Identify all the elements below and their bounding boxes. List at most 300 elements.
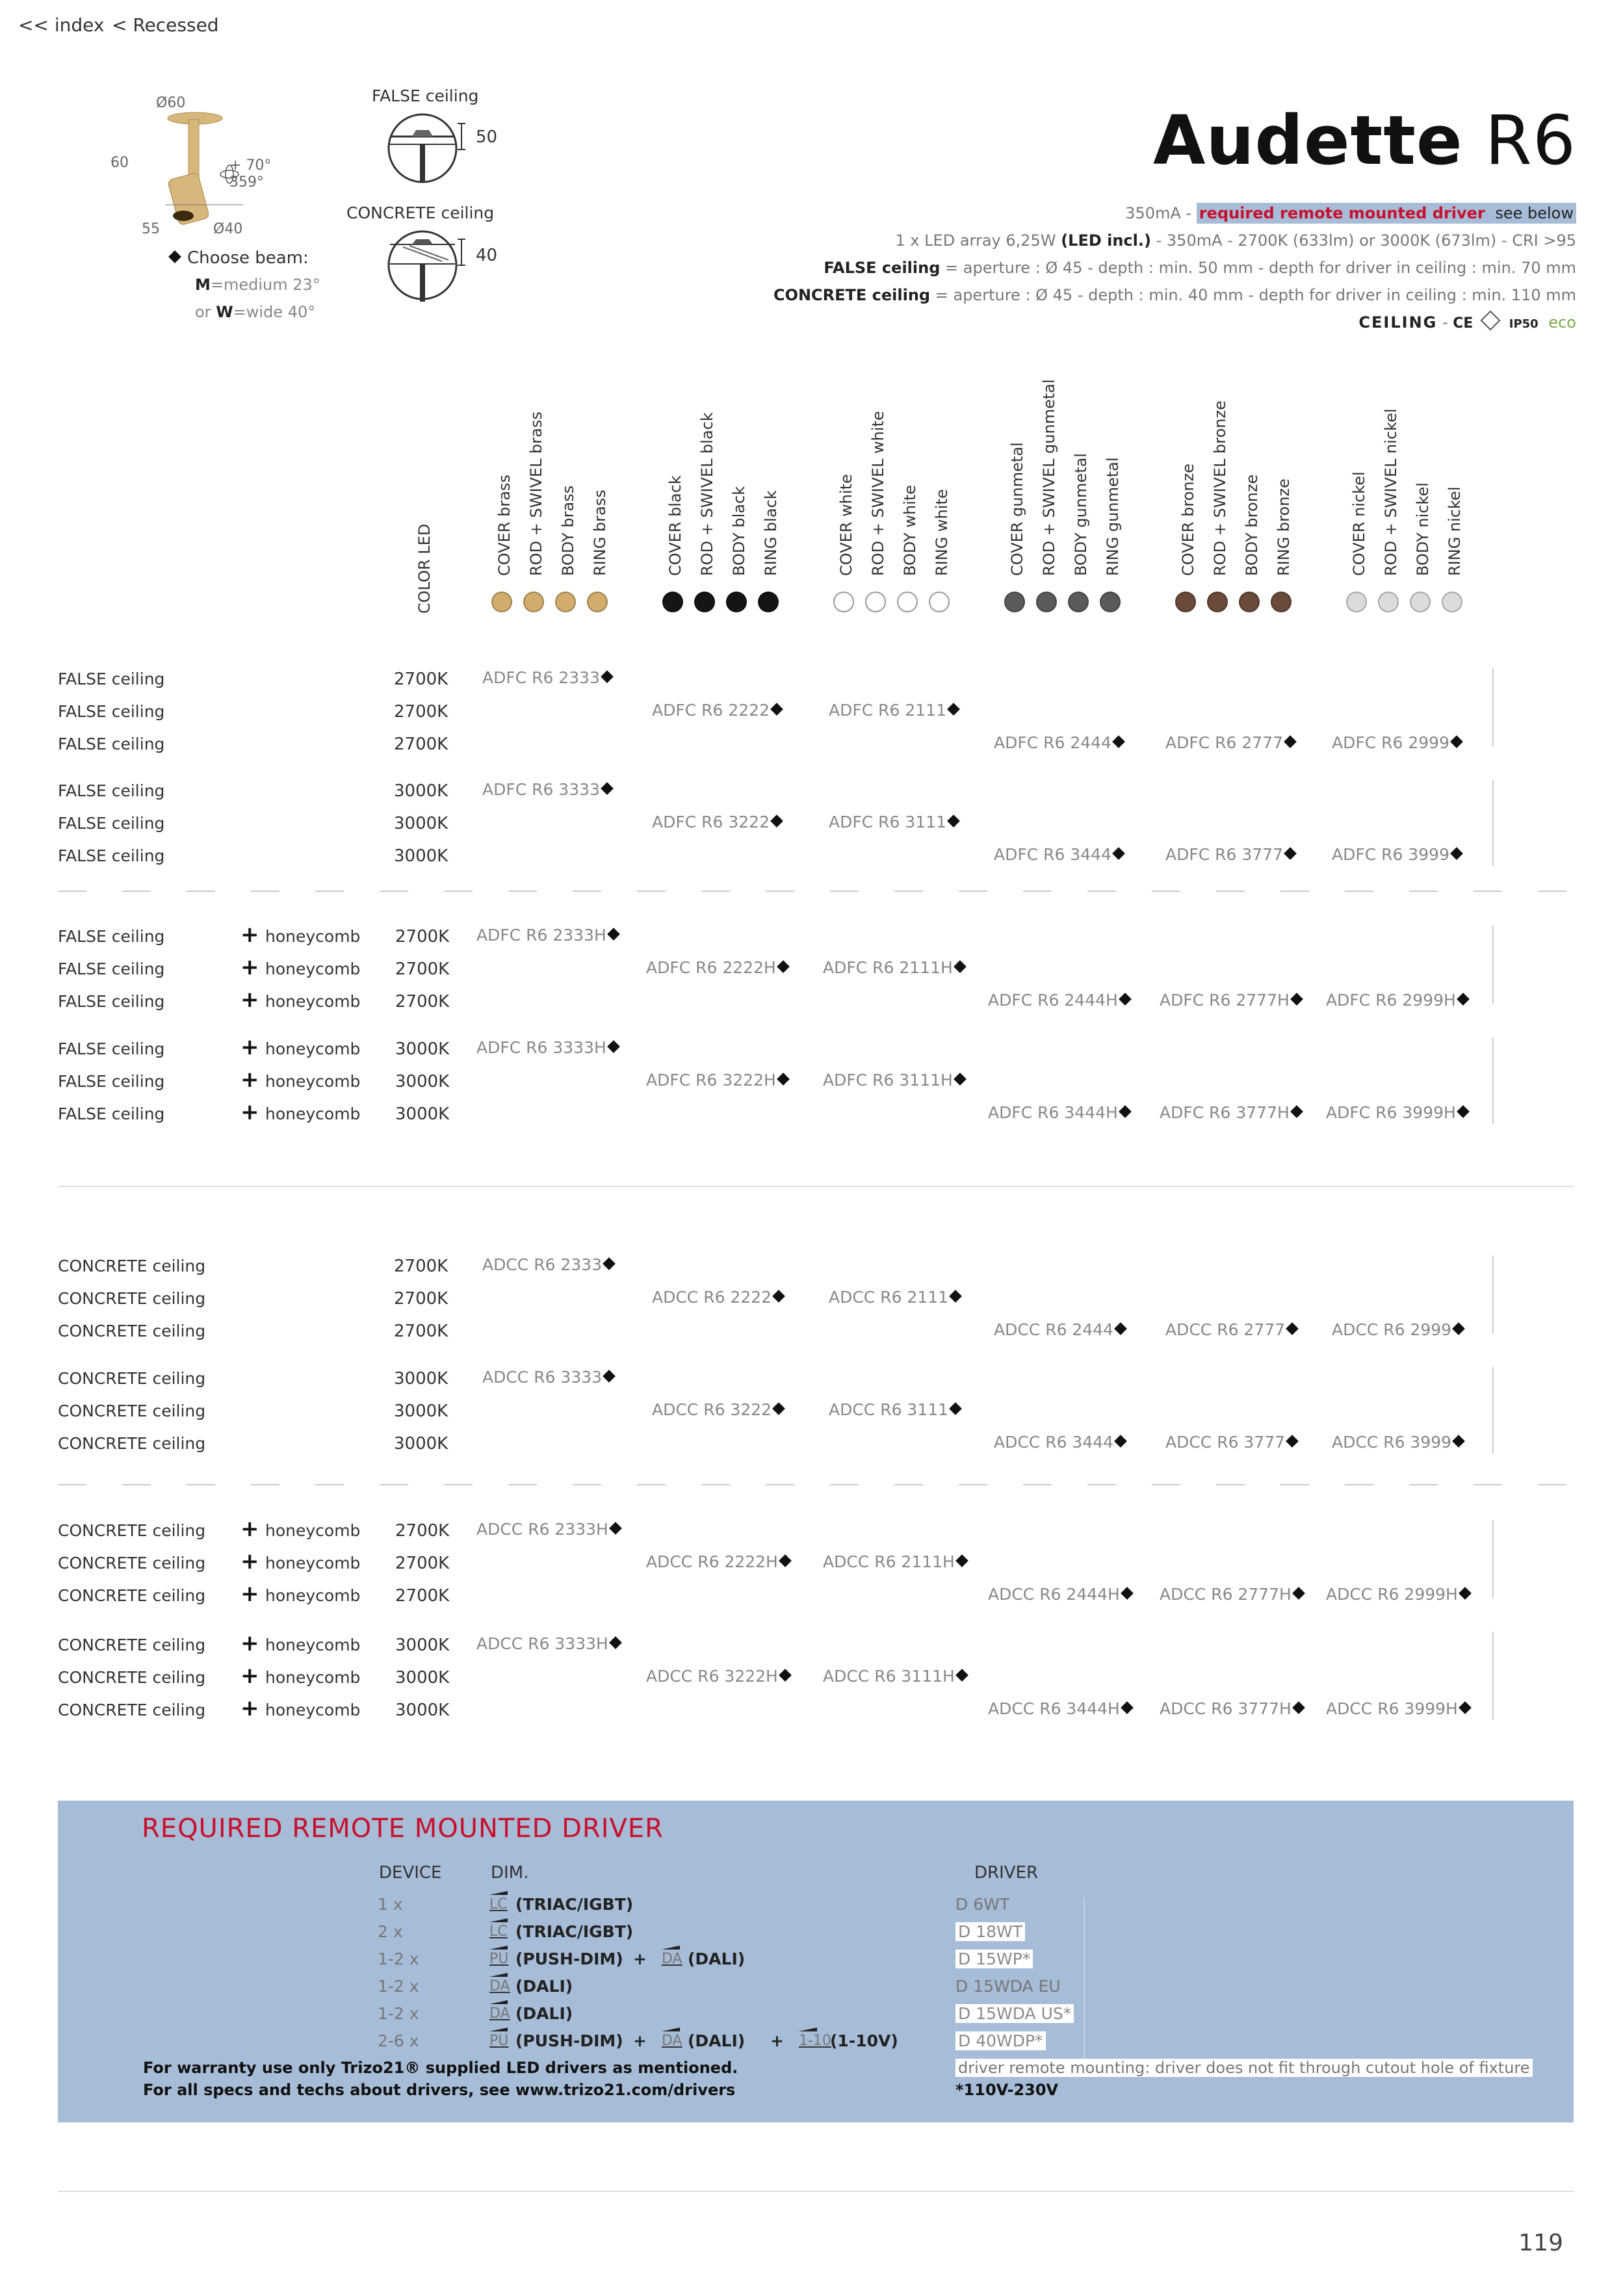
article-code[interactable] <box>646 1071 788 1089</box>
spec-line-5 <box>1358 313 1576 332</box>
spec-line-2 <box>895 231 1576 250</box>
dimming-type: (TRIAC/IGBT) <box>515 1922 634 1941</box>
color-temperature: 3000K <box>394 846 448 866</box>
dashed-separator <box>1023 891 1052 892</box>
article-code[interactable] <box>994 1320 1125 1339</box>
dimming-type: (PUSH-DIM) <box>515 2031 623 2050</box>
honeycomb-option: honeycomb <box>265 959 361 978</box>
dashed-separator <box>251 1484 279 1485</box>
article-code[interactable] <box>1332 845 1461 864</box>
diamond-icon <box>1459 1701 1472 1714</box>
dashed-separator <box>573 1484 601 1485</box>
plus-sign: + <box>770 2031 784 2050</box>
dashed-separator <box>1023 1484 1052 1485</box>
false-depth: 50 <box>476 127 498 147</box>
color-temperature: 3000K <box>395 1039 450 1059</box>
finish-header: COVER bronze <box>1179 463 1197 576</box>
device-count: 1 x <box>378 1895 403 1914</box>
diamond-icon <box>1286 1435 1299 1448</box>
finish-header: ROD + SWIVEL brass <box>527 411 545 576</box>
beam-or: or <box>195 303 216 321</box>
driver-model[interactable]: D 15WDA EU <box>955 1977 1061 1996</box>
voltage-note: *110V-230V <box>955 2081 1059 2099</box>
article-code-text: ADCC R6 3444H <box>988 1699 1120 1718</box>
driver-model[interactable]: D 15WDA US* <box>955 2004 1074 2023</box>
plus-icon: + <box>240 1067 259 1093</box>
diamond-icon <box>603 1370 616 1383</box>
diamond-icon <box>779 1554 792 1567</box>
diamond-icon <box>601 670 614 683</box>
finish-header: BODY gunmetal <box>1072 453 1090 576</box>
article-code-text: ADCC R6 2222 <box>652 1288 772 1307</box>
article-code-text: ADFC R6 3999 <box>1332 845 1449 864</box>
color-temperature: 3000K <box>395 1072 450 1091</box>
dimming-type: (DALI) <box>688 1950 746 1968</box>
article-code[interactable] <box>482 780 612 799</box>
diamond-icon <box>770 815 783 828</box>
mounting-type: CONCRETE ceiling <box>58 1701 206 1719</box>
article-code[interactable] <box>823 1552 967 1571</box>
dimming-ramp-icon <box>489 1946 508 1950</box>
color-swatch <box>1068 592 1089 612</box>
article-code-text: ADCC R6 2333 <box>482 1255 603 1274</box>
dashed-separator <box>766 1484 794 1485</box>
honeycomb-option: honeycomb <box>265 1668 361 1687</box>
mounting-type: FALSE ceiling <box>58 781 165 800</box>
article-code[interactable] <box>1332 1320 1463 1339</box>
article-code[interactable] <box>1326 991 1468 1010</box>
dashed-separator <box>1474 891 1502 892</box>
diamond-icon <box>772 1402 785 1415</box>
dimming-ramp-icon <box>489 2000 508 2004</box>
article-code-text: ADCC R6 2777H <box>1160 1585 1292 1604</box>
article-code-text: ADCC R6 2333H <box>476 1520 608 1539</box>
article-code[interactable] <box>476 1634 620 1653</box>
diamond-icon <box>1457 993 1470 1006</box>
driver-note-post: see below <box>1488 203 1576 224</box>
dashed-separator <box>1280 1484 1309 1485</box>
dashed-separator <box>959 891 987 892</box>
mounting-type: CONCRETE ceiling <box>58 1636 206 1654</box>
honeycomb-option: honeycomb <box>265 1586 361 1605</box>
plus-icon: + <box>240 922 259 948</box>
diamond-icon <box>1284 847 1297 860</box>
dimming-type: (DALI) <box>515 1977 573 1996</box>
dashed-separator <box>1087 1484 1116 1485</box>
article-code-text: ADCC R6 3999H <box>1326 1699 1458 1718</box>
dimming-type-icon: DA <box>662 2033 682 2049</box>
article-code-text: ADFC R6 2111 <box>829 701 946 720</box>
article-code-text: ADFC R6 2444H <box>988 991 1118 1010</box>
dimming-type: (DALI) <box>515 2004 573 2023</box>
article-code[interactable] <box>1332 733 1461 752</box>
mounting-note: driver remote mounting: driver does not fit through cutout hole of fixture <box>955 2059 1533 2077</box>
driver-model[interactable]: D 40WDP* <box>955 2031 1046 2050</box>
dimming-type: (PUSH-DIM) <box>515 1950 623 1968</box>
article-code-text: ADFC R6 3222 <box>652 813 770 831</box>
plus-sign: + <box>633 1950 647 1968</box>
eco-icon: eco <box>1548 313 1576 332</box>
spec-1-pre: 350mA - <box>1125 204 1197 222</box>
color-swatch <box>1410 592 1431 612</box>
article-code[interactable] <box>829 813 958 831</box>
mounting-type: CONCRETE ceiling <box>58 1322 206 1340</box>
article-code[interactable] <box>652 1288 783 1307</box>
beam-m: =medium 23° <box>210 276 320 294</box>
row-group-border <box>1492 1037 1494 1124</box>
title-light: R6 <box>1462 101 1576 180</box>
article-code[interactable] <box>1160 1699 1303 1718</box>
color-temperature: 3000K <box>394 1434 448 1454</box>
article-code[interactable] <box>994 845 1123 864</box>
device-count: 1-2 x <box>378 1977 419 1996</box>
honeycomb-option: honeycomb <box>265 1104 361 1123</box>
diamond-icon <box>955 1669 968 1682</box>
mounting-type: FALSE ceiling <box>58 814 165 833</box>
recessed-link[interactable]: < Recessed <box>112 14 219 36</box>
color-swatch <box>587 592 608 612</box>
driver-note-red: required remote mounted driver <box>1197 203 1488 224</box>
article-code[interactable] <box>1160 1103 1301 1122</box>
article-code-text: ADCC R6 3111H <box>823 1667 955 1686</box>
dashed-separator <box>380 891 408 892</box>
plus-icon: + <box>240 1581 259 1607</box>
honeycomb-option: honeycomb <box>265 1072 361 1091</box>
dashed-separator <box>508 1484 537 1485</box>
finish-header: ROD + SWIVEL white <box>869 411 887 576</box>
dashed-separator <box>573 891 601 892</box>
honeycomb-option: honeycomb <box>265 1039 361 1058</box>
spec-3-bold: FALSE ceiling <box>824 259 941 277</box>
diamond-icon <box>1114 1435 1127 1448</box>
dashed-separator <box>894 1484 923 1485</box>
diamond-icon <box>1119 1105 1132 1118</box>
article-code-text: ADCC R6 2222H <box>646 1552 778 1571</box>
color-swatch <box>1100 592 1121 612</box>
color-temperature: 3000K <box>395 1636 450 1655</box>
dashed-separator <box>1345 1484 1373 1485</box>
diamond-icon <box>1452 1322 1465 1335</box>
article-code[interactable] <box>994 733 1123 752</box>
article-code-text: ADCC R6 2111H <box>823 1552 955 1571</box>
dashed-separator <box>1409 891 1438 892</box>
plus-icon: + <box>240 954 259 980</box>
article-code[interactable] <box>1332 1433 1463 1452</box>
diamond-icon <box>1121 1587 1134 1600</box>
dimming-ramp-icon <box>662 1946 680 1950</box>
color-temperature: 3000K <box>395 1104 450 1124</box>
dashed-separator <box>58 891 86 892</box>
dashed-separator <box>1280 891 1309 892</box>
diamond-icon <box>1114 1322 1127 1335</box>
title-bold: Audette <box>1153 101 1463 180</box>
spec-3-post: = aperture : Ø 45 - depth : min. 50 mm - depth for driver in ceiling : min. 70 mm <box>940 259 1576 277</box>
finish-header: COVER white <box>837 474 855 576</box>
dimming-type-icon: LC <box>489 1924 508 1940</box>
finish-header: RING black <box>762 490 780 576</box>
color-temperature: 2700K <box>394 702 448 722</box>
article-code[interactable] <box>652 701 781 720</box>
article-code-text: ADFC R6 2333 <box>482 668 600 687</box>
article-code[interactable] <box>988 1585 1132 1604</box>
diamond-icon <box>1119 993 1132 1006</box>
article-code-text: ADCC R6 3222H <box>646 1667 778 1686</box>
article-code-text: ADFC R6 2333H <box>476 926 606 945</box>
spec-5-sep: - <box>1437 313 1453 332</box>
ce-icon: CE <box>1453 315 1474 332</box>
diamond-icon <box>609 1522 622 1535</box>
beam-w-key: W <box>216 303 233 321</box>
article-code[interactable] <box>823 958 965 977</box>
diamond-icon <box>949 1402 962 1415</box>
row-group-border <box>1492 1367 1494 1454</box>
row-group-border <box>1492 1632 1494 1720</box>
spotlight-drawing <box>149 111 266 228</box>
spec-line-1 <box>1125 204 1576 222</box>
plus-icon: + <box>240 1034 259 1060</box>
specs-note: For all specs and techs about drivers, see www.trizo21.com/drivers <box>143 2081 736 2099</box>
article-code[interactable] <box>482 1368 614 1387</box>
spec-4-post: = aperture : Ø 45 - depth : min. 40 mm - depth for driver in ceiling : min. 110 mm <box>930 286 1576 304</box>
article-code-text: ADFC R6 2777H <box>1160 991 1290 1010</box>
plus-icon: + <box>240 1099 259 1125</box>
diamond-icon <box>779 1669 792 1682</box>
dimming-ramp-icon <box>662 2028 680 2031</box>
diamond-icon <box>772 1290 785 1303</box>
dashed-separator <box>1152 891 1180 892</box>
color-temperature: 2700K <box>394 1289 448 1309</box>
diamond-icon <box>1112 847 1125 860</box>
finish-header: RING white <box>933 489 951 576</box>
article-code-text: ADFC R6 2999 <box>1332 733 1449 752</box>
product-diagram <box>110 91 331 254</box>
color-swatch <box>758 592 779 612</box>
article-code[interactable] <box>482 668 612 687</box>
color-swatch <box>929 592 950 612</box>
diamond-icon <box>1290 1105 1303 1118</box>
article-code[interactable] <box>1165 1320 1297 1339</box>
article-code-text: ADFC R6 3444H <box>988 1103 1118 1122</box>
article-code-text: ADCC R6 2444H <box>988 1585 1120 1604</box>
color-swatch <box>555 592 576 612</box>
color-swatch <box>491 592 512 612</box>
device-count: 1-2 x <box>378 1950 419 1968</box>
article-code-text: ADFC R6 2777 <box>1165 733 1283 752</box>
color-temperature: 2700K <box>394 735 448 754</box>
dimming-type: (DALI) <box>688 2031 746 2050</box>
dashed-separator <box>1216 1484 1245 1485</box>
article-code[interactable] <box>823 1071 965 1089</box>
article-code-text: ADCC R6 2777 <box>1165 1320 1286 1339</box>
article-code[interactable] <box>988 1699 1132 1718</box>
finish-header: ROD + SWIVEL black <box>698 412 716 576</box>
article-code[interactable] <box>1160 991 1301 1010</box>
mounting-type: FALSE ceiling <box>58 702 165 721</box>
honeycomb-option: honeycomb <box>265 992 361 1011</box>
beam-medium <box>195 276 320 294</box>
article-code[interactable] <box>1326 1585 1470 1604</box>
dimming-type-icon: DA <box>662 1951 682 1967</box>
dashed-separator <box>444 891 473 892</box>
color-swatch <box>1442 592 1462 612</box>
index-link[interactable]: << index <box>18 14 105 36</box>
dimming-ramp-icon <box>799 2028 817 2031</box>
dimming-type-icon: PU <box>489 2033 509 2049</box>
color-temperature: 2700K <box>394 670 448 689</box>
honeycomb-option: honeycomb <box>265 1701 361 1719</box>
article-code[interactable] <box>988 1103 1130 1122</box>
driver-model[interactable]: D 15WP* <box>955 1950 1033 1968</box>
spec-line-3 <box>824 259 1576 277</box>
finish-header: RING bronze <box>1275 478 1293 576</box>
article-code[interactable] <box>652 1400 783 1419</box>
article-code-text: ADCC R6 2444 <box>994 1320 1114 1339</box>
finish-header: ROD + SWIVEL nickel <box>1382 408 1400 576</box>
article-code[interactable] <box>646 1667 790 1686</box>
finish-header: BODY black <box>730 486 748 576</box>
article-code-text: ADFC R6 2444 <box>994 733 1111 752</box>
article-code-text: ADCC R6 3333H <box>476 1634 608 1653</box>
finish-header: COVER nickel <box>1350 471 1368 576</box>
driver-model[interactable]: D 6WT <box>955 1895 1010 1914</box>
article-code-text: ADFC R6 2222 <box>652 701 770 720</box>
color-swatch <box>1036 592 1057 612</box>
article-code[interactable] <box>1326 1103 1468 1122</box>
finish-header: BODY white <box>901 484 919 576</box>
honeycomb-option: honeycomb <box>265 1554 361 1572</box>
article-code-text: ADFC R6 3111 <box>829 813 946 831</box>
finish-header: BODY nickel <box>1414 482 1432 576</box>
color-swatch <box>1175 592 1196 612</box>
diamond-icon <box>1290 993 1303 1006</box>
diamond-icon <box>1112 735 1125 748</box>
diamond-icon <box>954 960 967 973</box>
dashed-separator <box>637 891 666 892</box>
diamond-icon <box>947 815 960 828</box>
mounting-type: FALSE ceiling <box>58 735 165 753</box>
color-swatch <box>897 592 918 612</box>
driver-model[interactable]: D 18WT <box>955 1922 1025 1941</box>
beam-m-key: M <box>195 276 211 294</box>
mounting-type: CONCRETE ceiling <box>58 1668 206 1687</box>
finish-header: COVER gunmetal <box>1008 442 1026 576</box>
device-count: 2 x <box>378 1922 403 1941</box>
article-code[interactable] <box>1165 845 1295 864</box>
article-code[interactable] <box>482 1255 614 1274</box>
dim-width: 55 <box>142 221 160 237</box>
article-code-text: ADFC R6 3333 <box>482 780 600 799</box>
diamond-icon <box>1292 1587 1305 1600</box>
mounting-type: CONCRETE ceiling <box>58 1521 206 1540</box>
dashed-separator <box>122 1484 151 1485</box>
article-code-text: ADCC R6 2999 <box>1332 1320 1452 1339</box>
color-led-header: COLOR LED <box>415 523 434 614</box>
concrete-depth: 40 <box>476 246 498 265</box>
color-swatch <box>1004 592 1025 612</box>
dashed-separator <box>187 891 215 892</box>
color-temperature: 3000K <box>394 1402 448 1421</box>
beam-wide <box>195 303 315 321</box>
article-code[interactable] <box>476 1038 618 1057</box>
dashed-separator <box>1216 891 1245 892</box>
article-code-text: ADCC R6 3777H <box>1160 1699 1292 1718</box>
diamond-icon <box>1450 847 1463 860</box>
dimming-type: (1-10V) <box>830 2031 898 2050</box>
color-temperature: 2700K <box>395 959 450 979</box>
color-temperature: 2700K <box>395 1521 450 1541</box>
dashed-separator <box>58 1484 86 1485</box>
article-code[interactable] <box>652 813 781 831</box>
honeycomb-option: honeycomb <box>265 1521 361 1540</box>
dim-height: 60 <box>110 155 129 171</box>
mounting-type: FALSE ceiling <box>58 1104 165 1123</box>
article-code[interactable] <box>1326 1699 1470 1718</box>
article-code[interactable] <box>829 1400 960 1419</box>
color-temperature: 2700K <box>394 1322 448 1341</box>
article-code[interactable] <box>988 991 1130 1010</box>
article-code-text: ADFC R6 3777H <box>1160 1103 1290 1122</box>
dashed-separator <box>380 1484 408 1485</box>
plus-icon: + <box>240 1663 259 1689</box>
dimming-type-icon: 1-10 <box>799 2033 831 2049</box>
article-code[interactable] <box>476 926 618 945</box>
article-code[interactable] <box>646 958 788 977</box>
dashed-separator <box>1474 1484 1502 1485</box>
color-swatch <box>523 592 544 612</box>
color-swatch <box>1239 592 1260 612</box>
article-code[interactable] <box>823 1667 967 1686</box>
false-ceiling-icon <box>383 111 481 189</box>
dimming-ramp-icon <box>489 1918 508 1922</box>
ceiling-label: CEILING <box>1358 313 1438 332</box>
dashed-separator <box>122 891 151 892</box>
article-code[interactable] <box>1165 733 1295 752</box>
finish-header: RING brass <box>591 489 609 576</box>
article-code[interactable] <box>829 701 958 720</box>
diamond-icon <box>603 1257 616 1270</box>
driver-title: REQUIRED REMOTE MOUNTED DRIVER <box>142 1814 664 1844</box>
article-code[interactable] <box>476 1520 620 1539</box>
section-separator <box>58 1186 1574 1187</box>
mounting-type: CONCRETE ceiling <box>58 1434 206 1453</box>
row-group-border <box>1492 668 1494 746</box>
honeycomb-option: honeycomb <box>265 927 361 946</box>
dashed-separator <box>508 891 537 892</box>
article-code[interactable] <box>1165 1433 1297 1452</box>
article-code[interactable] <box>1160 1585 1303 1604</box>
color-temperature: 2700K <box>395 927 450 946</box>
beam-w: =wide 40° <box>233 303 316 321</box>
warranty-note: For warranty use only Trizo21® supplied LED drivers as mentioned. <box>143 2059 738 2077</box>
color-swatch <box>1346 592 1367 612</box>
dimension-lines <box>165 200 243 209</box>
driver-divider <box>1084 1897 1085 2059</box>
diamond-icon <box>777 960 790 973</box>
dashed-separator <box>251 891 279 892</box>
article-code-text: ADFC R6 3222H <box>646 1071 776 1089</box>
finish-header: ROD + SWIVEL bronze <box>1211 400 1229 576</box>
color-swatch <box>726 592 747 612</box>
article-code[interactable] <box>829 1288 960 1307</box>
mounting-type: CONCRETE ceiling <box>58 1369 206 1388</box>
article-code[interactable] <box>994 1433 1125 1452</box>
diamond-icon <box>1459 1587 1472 1600</box>
spec-2-post: - 350mA - 2700K (633lm) or 3000K (673lm) - CRI >95 <box>1150 231 1576 250</box>
article-code[interactable] <box>646 1552 790 1571</box>
diamond-icon <box>777 1073 790 1086</box>
article-code-text: ADFC R6 3999H <box>1326 1103 1456 1122</box>
dashed-separator <box>1538 1484 1566 1485</box>
